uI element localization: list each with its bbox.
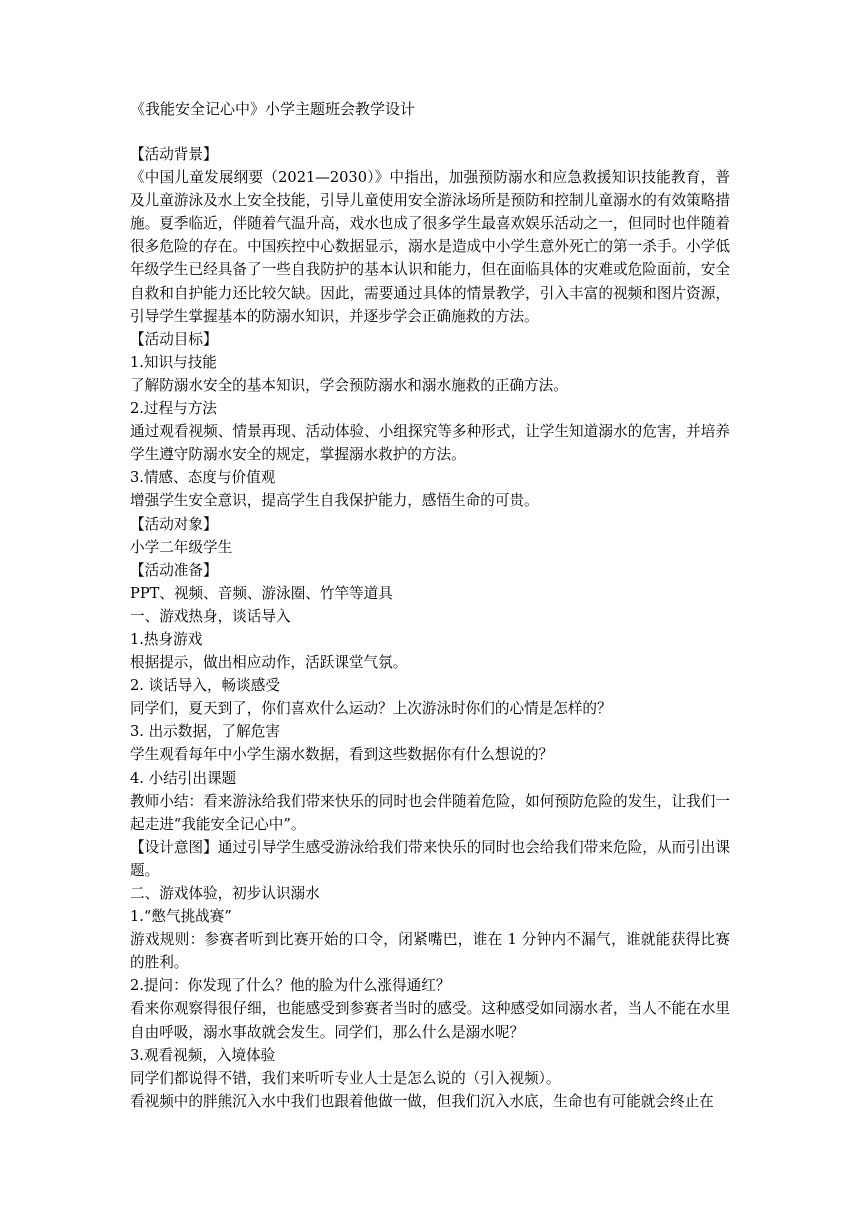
body-line: 增强学生安全意识，提高学生自我保护能力，感悟生命的可贵。 bbox=[130, 492, 539, 510]
body-line: 【活动背景】 bbox=[130, 146, 218, 163]
body-line: 【活动目标】 bbox=[130, 330, 218, 348]
body-line: 3.情感、态度与价值观 bbox=[130, 469, 276, 487]
body-line: 了解防溺水安全的基本知识，学会预防溺水和溺水施救的正确方法。 bbox=[130, 376, 568, 394]
body-line: 2.过程与方法 bbox=[130, 400, 217, 418]
body-line: 【活动对象】 bbox=[130, 515, 218, 533]
document-body bbox=[130, 143, 730, 1113]
body-line: 4. 小结引出课题 bbox=[130, 769, 237, 787]
body-line: 【活动准备】 bbox=[130, 561, 218, 579]
body-paragraph: 通过观看视频、情景再现、活动体验、小组探究等多种形式，让学生知道溺水的危害，并培养学生遵守防溺水安全的规定，掌握溺水救护的方法。 bbox=[130, 423, 730, 464]
body-paragraph: 游戏规则：参赛者听到比赛开始的口令，闭紧嘴巴，谁在 1 分钟内不漏气，谁就能获得比赛的胜利。 bbox=[130, 931, 730, 972]
document-page bbox=[130, 99, 730, 1113]
body-line: 3.观看视频，入境体验 bbox=[130, 1046, 276, 1064]
body-line: 2.提问：你发现了什么？他的脸为什么涨得通红？ bbox=[130, 977, 451, 995]
body-line: 一、游戏热身，谈话导入 bbox=[130, 607, 291, 625]
body-paragraph: 看来你观察得很仔细，也能感受到参赛者当时的感受。这种感受如同溺水者，当人不能在水里自由呼吸，溺水事故就会发生。同学们，那么什么是溺水呢？ bbox=[130, 1000, 730, 1041]
body-line: 同学们都说得不错，我们来听听专业人士是怎么说的（引入视频）。 bbox=[130, 1069, 561, 1087]
body-line: 看视频中的胖熊沉入水中我们也跟着他做一做，但我们沉入水底，生命也有可能就会终止在 bbox=[130, 1092, 714, 1110]
body-line: PPT、视频、音频、游泳圈、竹竿等道具 bbox=[130, 584, 393, 602]
body-line: 二、游戏体验，初步认识溺水 bbox=[130, 885, 320, 902]
body-line: 同学们，夏天到了，你们喜欢什么运动？上次游泳时你们的心情是怎样的？ bbox=[130, 700, 612, 718]
body-line: 1.“憋气挑战赛” bbox=[130, 908, 232, 926]
body-paragraph: 教师小结：看来游泳给我们带来快乐的同时也会伴随着危险，如何预防危险的发生，让我们一起走进“我能安全记心中”。 bbox=[130, 792, 730, 833]
body-line: 2. 谈话导入，畅谈感受 bbox=[130, 677, 280, 695]
body-line: 根据提示，做出相应动作，活跃课堂气氛。 bbox=[130, 654, 408, 672]
body-paragraph: 【设计意图】通过引导学生感受游泳给我们带来快乐的同时也会给我们带来危险，从而引出课题。 bbox=[130, 838, 730, 879]
body-line: 小学二年级学生 bbox=[130, 538, 233, 556]
body-line: 1.热身游戏 bbox=[130, 630, 203, 648]
document-title: 《我能安全记心中》小学主题班会教学设计 bbox=[130, 100, 416, 118]
body-line: 1.知识与技能 bbox=[130, 353, 217, 371]
body-line: 3. 出示数据，了解危害 bbox=[130, 723, 280, 741]
body-line: 学生观看每年中小学生溺水数据，看到这些数据你有什么想说的？ bbox=[130, 746, 554, 764]
body-paragraph: 《中国儿童发展纲要（2021—2030）》中指出，加强预防溺水和应急救援知识技能教育，普及儿童游泳及水上安全技能，引导儿童使用安全游泳场所是预防和控制儿童溺水的有效策略措施。夏季临近，伴随着气温升高，戏水也成了很多学生最喜欢娱乐活动之一，但同时也伴随着很多危险的存在。中国疾控中心数据显示，溺水是造成中小学生意外死亡的第一杀手。小学低年级学生已经具备了一些自我防护的基本认识和能力，但在面临具体的灾难或危险面前，安全自救和自护能力还比较欠缺。因此，需要通过具体的情景教学，引入丰富的视频和图片资源，引导学生掌握基本的防溺水知识，并逐步学会正确施救的方法。 bbox=[130, 169, 730, 325]
